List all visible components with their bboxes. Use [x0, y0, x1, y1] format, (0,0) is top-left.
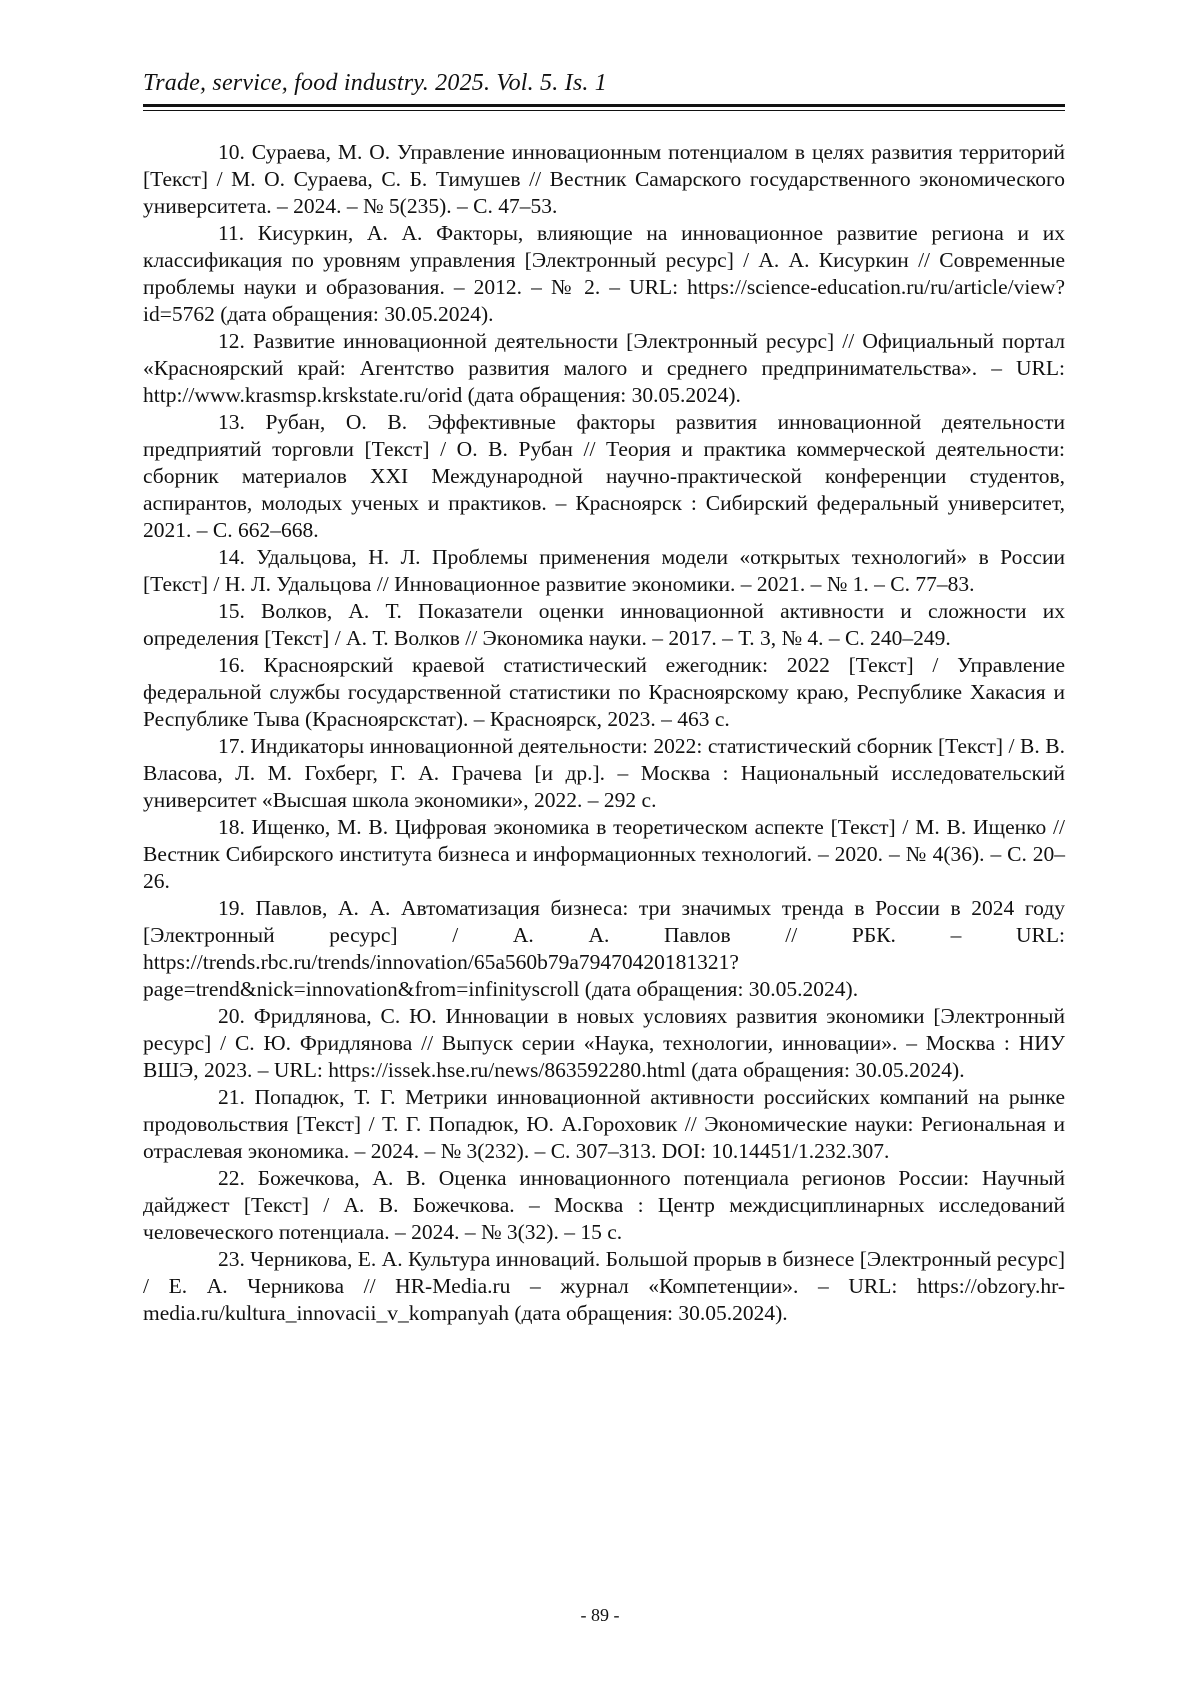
reference-item-22: 22. Божечкова, А. В. Оценка инновационного потенциала регионов России: Научный дайджест [Текст] / А. В. Божечкова. – Москва : Центр междисциплинарных исследований человеческого потенциала. – 2024. – № 3(32). – 15 с. — [143, 1166, 1065, 1244]
reference-item-10: 10. Сураева, М. О. Управление инновационным потенциалом в целях развития территорий [Текст] / М. О. Сураева, С. Б. Тимушев // Вестник Самарского государственного экономического университета. – 2024. – № 5(235). – С. 47–53. — [143, 140, 1065, 218]
reference-item-23: 23. Черникова, Е. А. Культура инноваций. Большой прорыв в бизнесе [Электронный ресурс] / Е. А. Черникова // HR-Media.ru – журнал «Компетенции». – URL: https://obzory.hr-media.ru/kultura_innovacii_v_kompanyah (дата обращения: 30.05.2024). — [143, 1247, 1065, 1325]
reference-item-15: 15. Волков, А. Т. Показатели оценки инновационной активности и сложности их определения [Текст] / А. Т. Волков // Экономика науки. – 2017. – Т. 3, № 4. – С. 240–249. — [143, 599, 1065, 650]
journal-header: Trade, service, food industry. 2025. Vol. 5. Is. 1 — [143, 70, 607, 96]
reference-item-19: 19. Павлов, А. А. Автоматизация бизнеса: три значимых тренда в России в 2024 году [Электронный ресурс] / А. А. Павлов // РБК. – URL: https://trends.rbc.ru/trends/innovation/65a560b79a79470420181321?page=trend&nick=innovation&from=infinityscroll (дата обращения: 30.05.2024). — [143, 896, 1065, 1001]
reference-item-16: 16. Красноярский краевой статистический ежегодник: 2022 [Текст] / Управление федеральной службы государственной статистики по Красноярскому краю, Республике Хакасия и Республике Тыва (Красноярскстат). – Красноярск, 2023. – 463 с. — [143, 653, 1065, 731]
page-number: - 89 - — [580, 1605, 620, 1625]
reference-item-13: 13. Рубан, О. В. Эффективные факторы развития инновационной деятельности предприятий торговли [Текст] / О. В. Рубан // Теория и практика коммерческой деятельности: сборник материалов XXI Международной научно-практической конференции студентов, аспирантов, молодых ученых и практиков. – Красноярск : Сибирский федеральный университет, 2021. – С. 662–668. — [143, 410, 1065, 542]
reference-item-20: 20. Фридлянова, С. Ю. Инновации в новых условиях развития экономики [Электронный ресурс] / С. Ю. Фридлянова // Выпуск серии «Наука, технологии, инновации». – Москва : НИУ ВШЭ, 2023. – URL: https://issek.hse.ru/news/863592280.html (дата обращения: 30.05.2024). — [143, 1004, 1065, 1082]
reference-item-17: 17. Индикаторы инновационной деятельности: 2022: статистический сборник [Текст] / В. В. Власова, Л. М. Гохберг, Г. А. Грачева [и др.]. – Москва : Национальный исследовательский университет «Высшая школа экономики», 2022. – 292 с. — [143, 734, 1065, 812]
header-rule-thick — [143, 104, 1065, 107]
reference-item-14: 14. Удальцова, Н. Л. Проблемы применения модели «открытых технологий» в России [Текст] / Н. Л. Удальцова // Инновационное развитие экономики. – 2021. – № 1. – С. 77–83. — [143, 545, 1065, 596]
reference-list — [143, 139, 1065, 1327]
reference-item-11: 11. Кисуркин, А. А. Факторы, влияющие на инновационное развитие региона и их классификация по уровням управления [Электронный ресурс] / А. А. Кисуркин // Современные проблемы науки и образования. – 2012. – № 2. – URL: https://science-education.ru/ru/article/view?id=5762 (дата обращения: 30.05.2024). — [143, 221, 1065, 326]
reference-item-12: 12. Развитие инновационной деятельности [Электронный ресурс] // Официальный портал «Красноярский край: Агентство развития малого и среднего предпринимательства». – URL: http://www.krasmsp.krskstate.ru/orid (дата обращения: 30.05.2024). — [143, 329, 1065, 407]
reference-item-21: 21. Попадюк, Т. Г. Метрики инновационной активности российских компаний на рынке продовольствия [Текст] / Т. Г. Попадюк, Ю. А.Гороховик // Экономические науки: Региональная и отраслевая экономика. – 2024. – № 3(232). – С. 307–313. DOI: 10.14451/1.232.307. — [143, 1085, 1065, 1163]
header-rule-thin — [143, 110, 1065, 111]
reference-item-18: 18. Ищенко, М. В. Цифровая экономика в теоретическом аспекте [Текст] / М. В. Ищенко // Вестник Сибирского института бизнеса и информационных технологий. – 2020. – № 4(36). – С. 20–26. — [143, 815, 1065, 893]
